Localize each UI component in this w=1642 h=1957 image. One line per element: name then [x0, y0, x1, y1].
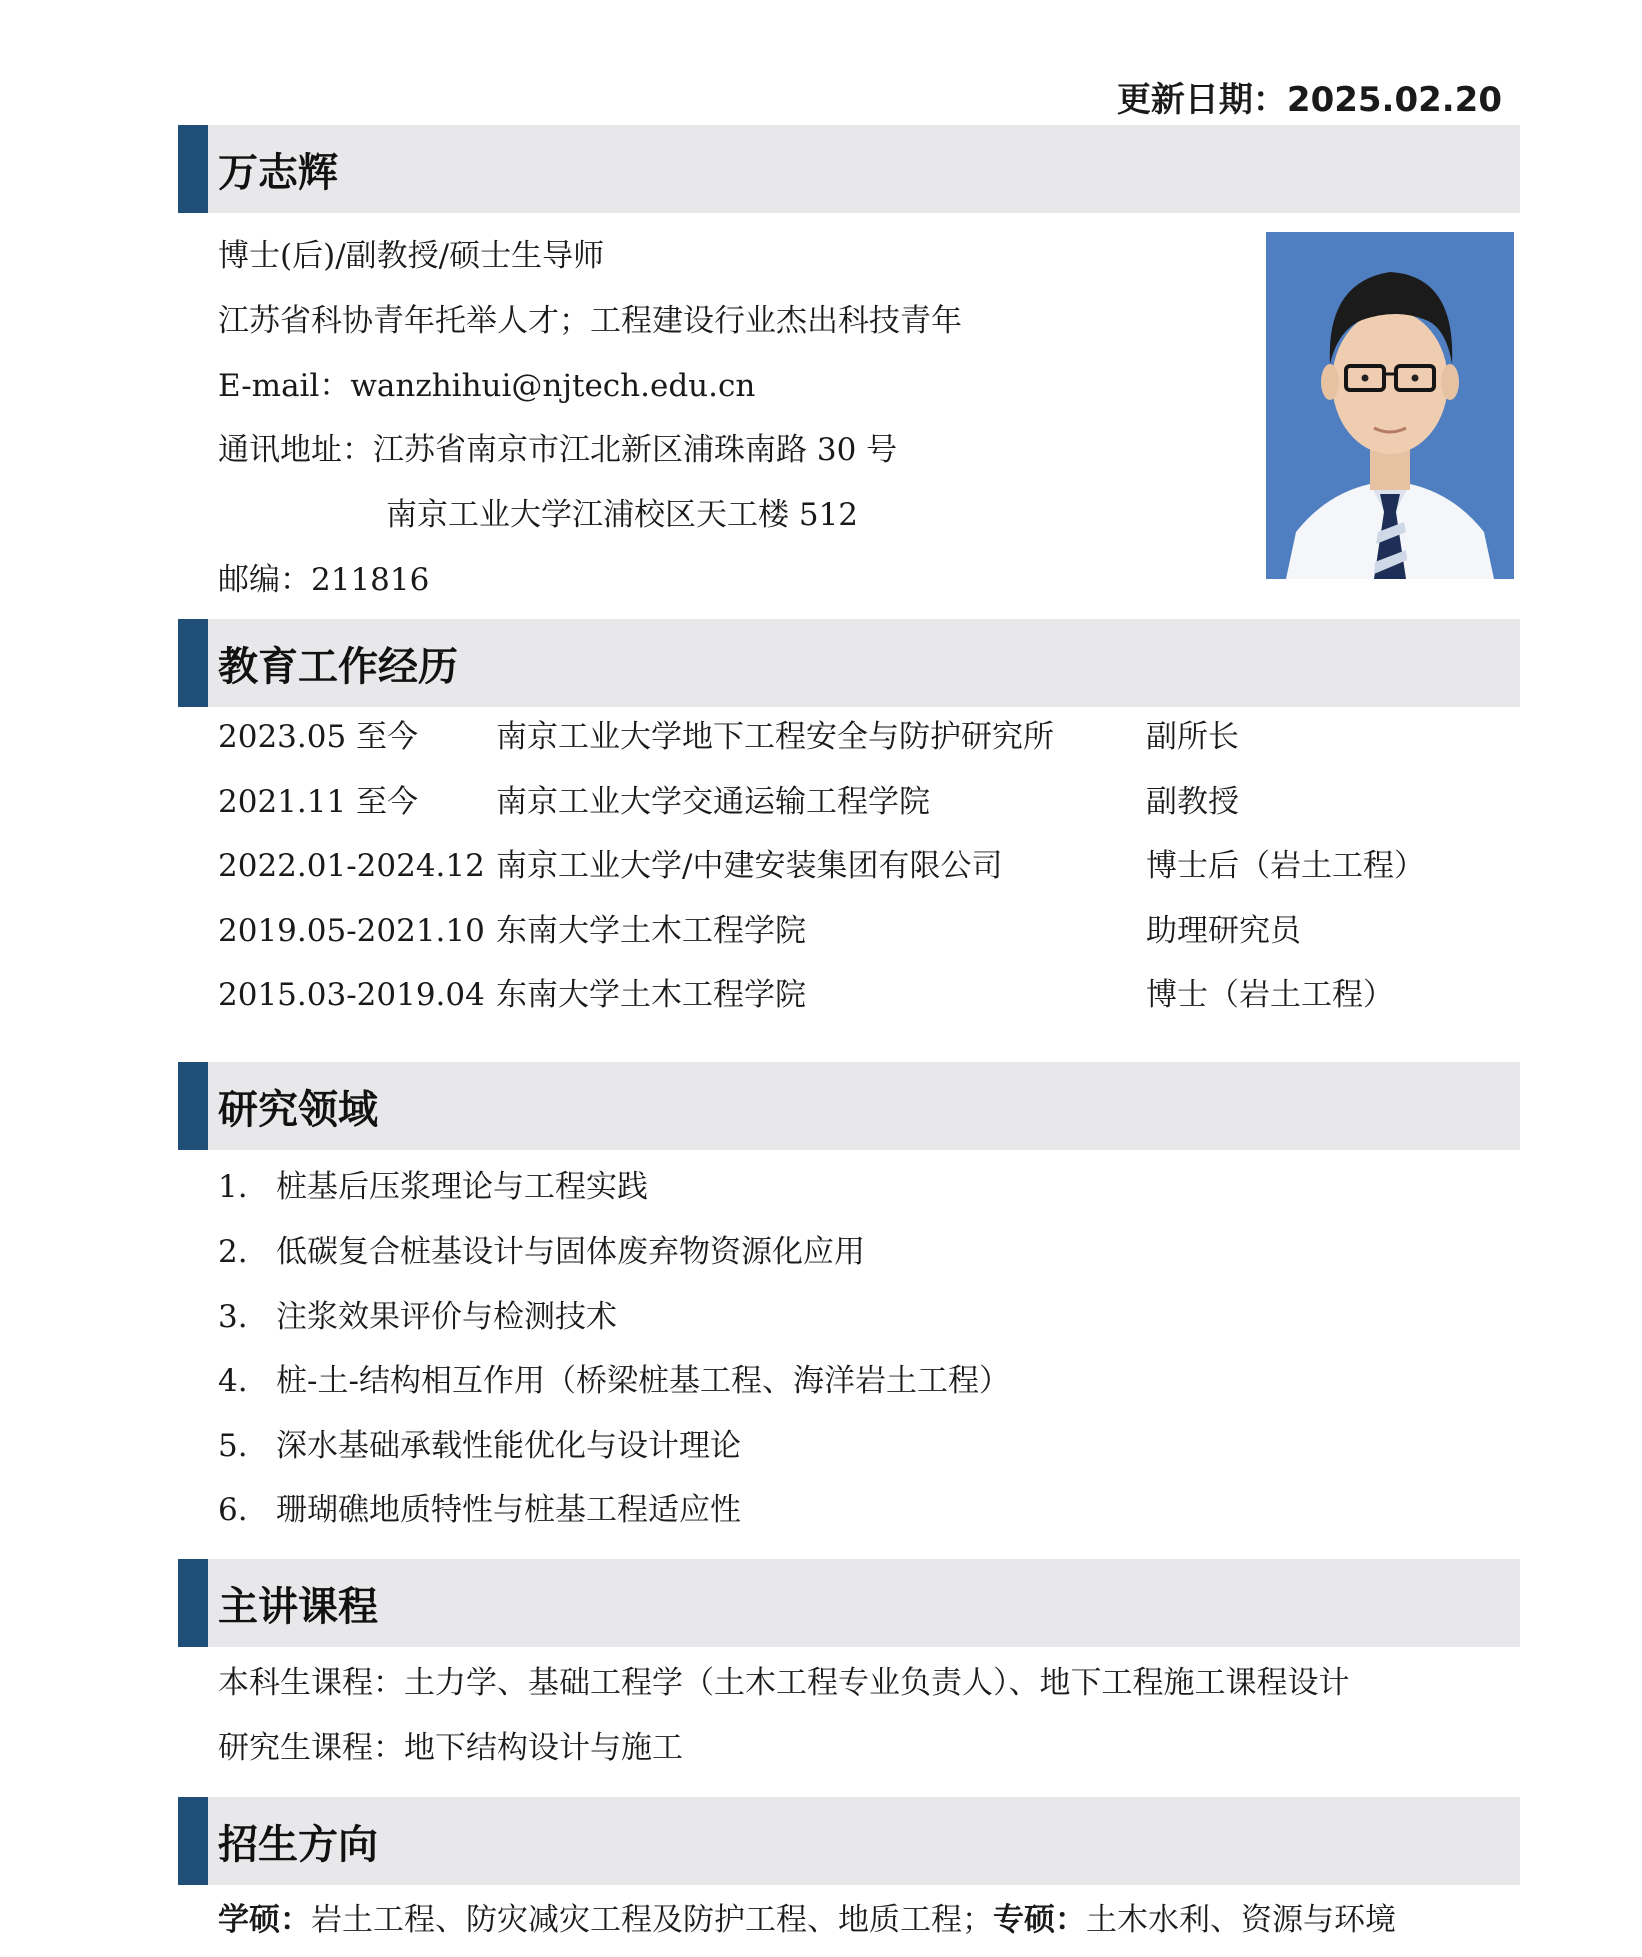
research-text: 桩-土-结构相互作用（桥梁桩基工程、海洋岩土工程）: [276, 1363, 1010, 1399]
education-role: 副所长: [1146, 719, 1239, 755]
research-text: 桩基后压浆理论与工程实践: [276, 1169, 648, 1205]
undergrad-courses: 本科生课程：土力学、基础工程学（土木工程专业负责人）、地下工程施工课程设计: [218, 1665, 1350, 1701]
education-row: [218, 717, 1518, 757]
education-row: [218, 975, 1518, 1015]
postcode-line: [218, 560, 429, 600]
research-text: 注浆效果评价与检测技术: [276, 1299, 617, 1335]
update-date: [1117, 72, 1502, 121]
education-period: 2019.05-2021.10: [218, 913, 485, 949]
education-row: [218, 782, 1518, 822]
research-item: [218, 1232, 865, 1272]
title-line: 博士(后)/副教授/硕士生导师: [218, 238, 605, 274]
research-text: 低碳复合桩基设计与固体废弃物资源化应用: [276, 1234, 865, 1270]
research-number: 3.: [218, 1299, 248, 1335]
research-text: 深水基础承载性能优化与设计理论: [276, 1428, 741, 1464]
courses-header: [178, 1559, 1520, 1647]
research-item: [218, 1361, 1010, 1401]
education-row: [218, 846, 1518, 886]
courses-heading: 主讲课程: [218, 1583, 378, 1630]
research-number: 4.: [218, 1363, 248, 1399]
email-link[interactable]: wanzhihui@njtech.edu.cn: [350, 368, 756, 404]
email-label: E-mail：: [218, 368, 351, 404]
grad-courses: 研究生课程：地下结构设计与施工: [218, 1730, 683, 1766]
address-line: [218, 430, 897, 470]
portrait-photo: [1266, 232, 1514, 579]
research-item: [218, 1490, 741, 1530]
research-number: 2.: [218, 1234, 248, 1270]
education-org: 南京工业大学地下工程安全与防护研究所: [496, 719, 1054, 755]
education-period: 2021.11 至今: [218, 784, 419, 820]
portrait-illustration: [1266, 232, 1514, 579]
education-period: 2022.01-2024.12: [218, 848, 485, 884]
email-line: [218, 366, 755, 406]
education-role: 助理研究员: [1146, 913, 1301, 949]
education-org: 东南大学土木工程学院: [496, 977, 806, 1013]
address-label: 通讯地址：: [218, 432, 373, 468]
academic-master-text: 岩土工程、防灾减灾工程及防护工程、地质工程；: [311, 1902, 993, 1938]
education-role: 博士后（岩土工程）: [1146, 848, 1425, 884]
education-period: 2015.03-2019.04: [218, 977, 485, 1013]
postcode-value: 211816: [311, 562, 430, 598]
education-role: 副教授: [1146, 784, 1239, 820]
update-date-label: 更新日期：: [1116, 80, 1287, 120]
research-text: 珊瑚礁地质特性与桩基工程适应性: [276, 1492, 741, 1528]
academic-master-label: 学硕：: [218, 1902, 311, 1938]
update-date-value: 2025.02.20: [1286, 80, 1502, 120]
education-heading: 教育工作经历: [218, 643, 458, 690]
address-line-2: 南京工业大学江浦校区天工楼 512: [386, 497, 859, 533]
enrollment-line: [218, 1900, 1396, 1940]
education-header: [178, 619, 1520, 707]
research-item: [218, 1297, 617, 1337]
research-heading: 研究领域: [218, 1086, 378, 1133]
enrollment-heading: 招生方向: [218, 1821, 378, 1868]
education-org: 南京工业大学/中建安装集团有限公司: [496, 848, 1003, 884]
research-header: [178, 1062, 1520, 1150]
address-value-1: 江苏省南京市江北新区浦珠南路 30 号: [373, 432, 898, 468]
professional-master-text: 土木水利、资源与环境: [1086, 1902, 1396, 1938]
name-header: [178, 125, 1520, 213]
research-number: 5.: [218, 1428, 248, 1464]
person-name: 万志辉: [218, 149, 338, 196]
honors-line: 江苏省科协青年托举人才；工程建设行业杰出科技青年: [218, 303, 962, 339]
education-period: 2023.05 至今: [218, 719, 419, 755]
enrollment-header: [178, 1797, 1520, 1885]
research-number: 1.: [218, 1169, 248, 1205]
education-org: 东南大学土木工程学院: [496, 913, 806, 949]
research-item: [218, 1167, 648, 1207]
postcode-label: 邮编：: [218, 562, 311, 598]
education-role: 博士（岩土工程）: [1146, 977, 1394, 1013]
professional-master-label: 专硕：: [993, 1902, 1086, 1938]
research-item: [218, 1426, 741, 1466]
research-number: 6.: [218, 1492, 248, 1528]
education-org: 南京工业大学交通运输工程学院: [496, 784, 930, 820]
education-row: [218, 911, 1518, 951]
